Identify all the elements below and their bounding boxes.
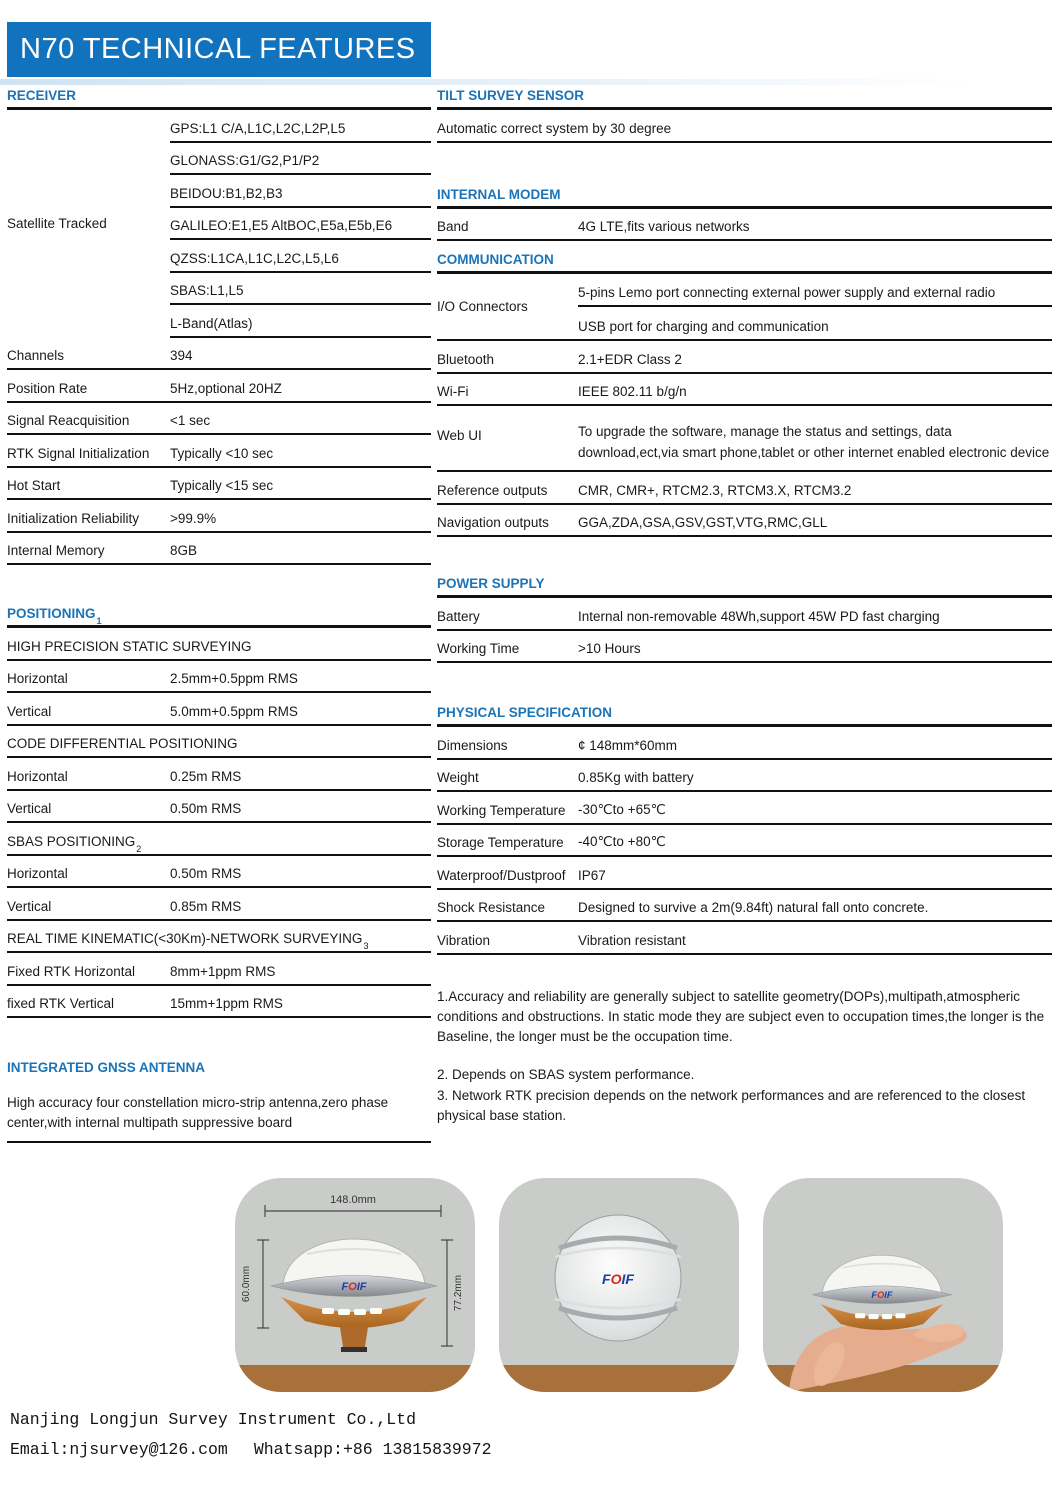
spec-row-value: 0.25m RMS bbox=[170, 768, 242, 784]
section-header bbox=[437, 694, 1052, 727]
spec-row-value: 15mm+1ppm RMS bbox=[170, 996, 283, 1011]
spec-row bbox=[7, 338, 431, 371]
section-header bbox=[437, 565, 1052, 598]
spec-subheader: SBAS POSITIONING 2 bbox=[7, 823, 431, 856]
spec-group-values bbox=[578, 274, 1052, 339]
spec-row-value: IP67 bbox=[578, 867, 606, 883]
spec-row bbox=[437, 374, 1052, 407]
spec-row-value: >99.9% bbox=[170, 510, 217, 526]
spacer bbox=[7, 1079, 431, 1093]
spec-row-value: 0.85m RMS bbox=[170, 898, 242, 914]
spec-subheader-label: CODE DIFFERENTIAL POSITIONING bbox=[7, 736, 238, 751]
spec-row bbox=[437, 760, 1052, 793]
spec-row-label: Vertical bbox=[7, 801, 52, 816]
spec-row-label: Dimensions bbox=[437, 737, 508, 753]
spec-row bbox=[437, 209, 1052, 242]
spec-group-label: Satellite Tracked bbox=[7, 216, 107, 232]
dimension-label-height-right: 77.2mm bbox=[453, 1274, 464, 1312]
spec-row bbox=[7, 986, 431, 1019]
spec-row-label: Hot Start bbox=[7, 478, 61, 493]
section-title: RECEIVER bbox=[7, 88, 77, 103]
spacer bbox=[437, 663, 1052, 694]
spec-row-label: Internal Memory bbox=[7, 543, 105, 558]
spacer bbox=[437, 537, 1052, 565]
section-title: TILT SURVEY SENSOR bbox=[437, 88, 585, 103]
section-title: INTERNAL MODEM bbox=[437, 186, 561, 202]
spec-group-row: USB port for charging and communication bbox=[578, 319, 829, 334]
footer-contact bbox=[10, 1435, 491, 1465]
spec-subheader-label: HIGH PRECISION STATIC SURVEYING bbox=[7, 638, 252, 654]
spec-row-label: RTK Signal Initialization bbox=[7, 445, 150, 461]
section-header bbox=[437, 176, 1052, 209]
spacer bbox=[437, 955, 1052, 987]
spec-row bbox=[437, 857, 1052, 890]
page-title: N70 TECHNICAL FEATURES bbox=[7, 22, 431, 77]
spec-row-value: IEEE 802.11 b/g/n bbox=[578, 384, 687, 399]
spec-row-value: Typically <10 sec bbox=[170, 445, 274, 461]
device-top-view-illustration bbox=[499, 1178, 739, 1392]
product-image-hand-view bbox=[763, 1178, 1003, 1392]
spec-row-label: Navigation outputs bbox=[437, 515, 549, 530]
spec-subheader: REAL TIME KINEMATIC(<30Km)-NETWORK SURVEYING 3 bbox=[7, 921, 431, 954]
spec-row-label: Battery bbox=[437, 608, 480, 624]
spec-row bbox=[7, 856, 431, 889]
spec-group-label: I/O Connectors bbox=[437, 299, 528, 314]
foif-logo: FOIF bbox=[341, 1281, 367, 1293]
spec-row-value: 5Hz,optional 20HZ bbox=[170, 380, 282, 396]
spec-group-row: GALILEO:E1,E5 AltBOC,E5a,E5b,E6 bbox=[170, 208, 431, 241]
section-header bbox=[7, 77, 431, 110]
spec-row bbox=[437, 792, 1052, 825]
spec-row-value: CMR, CMR+, RTCM2.3, RTCM3.X, RTCM3.2 bbox=[578, 482, 852, 498]
spec-row-value: 0.50m RMS bbox=[170, 801, 242, 816]
spec-row-label: Signal Reacquisition bbox=[7, 413, 130, 428]
spec-group bbox=[437, 274, 1052, 341]
device-illustration bbox=[812, 1255, 951, 1330]
product-image-side-view bbox=[235, 1178, 475, 1392]
spec-group bbox=[7, 110, 431, 338]
spec-row-label: Fixed RTK Horizontal bbox=[7, 963, 136, 979]
spec-row-value: 4G LTE,fits various networks bbox=[578, 219, 750, 234]
spec-row-value: -40℃to +80℃ bbox=[578, 834, 666, 849]
spec-group-values bbox=[170, 110, 431, 338]
spec-row-label: Vibration bbox=[437, 932, 491, 948]
section-title: COMMUNICATION bbox=[437, 252, 554, 267]
spec-row-label: Automatic correct system by 30 degree bbox=[437, 120, 672, 136]
spec-group-row: GPS:L1 C/A,L1C,L2C,L2P,L5 bbox=[170, 110, 431, 143]
spec-row-label: Band bbox=[437, 219, 469, 234]
section-title: POSITIONING bbox=[7, 606, 96, 621]
spec-row-label: fixed RTK Vertical bbox=[7, 996, 115, 1011]
spec-row-label: Weight bbox=[437, 770, 479, 785]
spec-group-row: QZSS:L1CA,L1C,L2C,L5,L6 bbox=[170, 240, 431, 273]
spec-row-value: GGA,ZDA,GSA,GSV,GST,VTG,RMC,GLL bbox=[578, 515, 828, 530]
spec-row-value: 2.5mm+0.5ppm RMS bbox=[170, 671, 298, 686]
product-images-row bbox=[235, 1178, 1003, 1392]
spec-row-label: Web UI bbox=[437, 428, 482, 443]
device-illustration bbox=[271, 1239, 437, 1352]
spacer bbox=[437, 1047, 1052, 1065]
spec-row-value: Typically <15 sec bbox=[170, 478, 274, 493]
spec-group-row: GLONASS:G1/G2,P1/P2 bbox=[170, 143, 431, 176]
spec-row-value: 0.50m RMS bbox=[170, 866, 242, 881]
spec-row bbox=[437, 825, 1052, 858]
product-image-top-view bbox=[499, 1178, 739, 1392]
device-side-view-illustration bbox=[235, 1178, 475, 1392]
foif-logo: FOIF bbox=[602, 1271, 634, 1287]
note-paragraph: 3. Network RTK precision depends on the network performances and are referenced to the closest physical base station. bbox=[437, 1087, 1026, 1123]
note-paragraph: 2. Depends on SBAS system performance. bbox=[437, 1067, 695, 1083]
section-title: INTEGRATED GNSS ANTENNA bbox=[7, 1060, 206, 1075]
spec-row bbox=[7, 661, 431, 694]
spec-row-label: Position Rate bbox=[7, 380, 88, 396]
spec-row bbox=[7, 953, 431, 986]
section-header bbox=[7, 1046, 431, 1079]
dimension-label-height-left: 60.0mm bbox=[241, 1265, 252, 1303]
note-paragraph: High accuracy four constellation micro-strip antenna,zero phase center,with internal multipath suppressive board bbox=[7, 1093, 431, 1143]
spec-column-left bbox=[7, 77, 431, 1143]
spec-row-label: Vertical bbox=[7, 703, 52, 719]
section-header: POSITIONING 1 bbox=[7, 595, 431, 628]
spec-row bbox=[437, 598, 1052, 631]
spec-subheader bbox=[7, 726, 431, 759]
note-paragraph: 1.Accuracy and reliability are generally subject to satellite geometry(DOPs),multipath,atmospheric conditions and obstructions. In static mode they are subject even to occupation times,the longer is the Baseline, the longer must be the occupation time. bbox=[437, 988, 1045, 1044]
footer-whatsapp: Whatsapp:+86 13815839972 bbox=[253, 1439, 492, 1459]
spec-row-value: <1 sec bbox=[170, 413, 211, 428]
spec-row-label: Horizontal bbox=[7, 866, 68, 881]
spec-group-row: L-Band(Atlas) bbox=[170, 305, 431, 338]
spec-row-value: Designed to survive a 2m(9.84ft) natural fall onto concrete. bbox=[578, 900, 929, 915]
spec-group-row: 5-pins Lemo port connecting external power supply and external radio bbox=[578, 274, 1052, 307]
spec-row bbox=[7, 468, 431, 501]
spec-row bbox=[437, 890, 1052, 923]
spec-row bbox=[437, 472, 1052, 505]
spec-row-value: ¢ 148mm*60mm bbox=[578, 737, 678, 753]
spec-row bbox=[7, 435, 431, 468]
spec-row-label: Vertical bbox=[7, 898, 52, 914]
foif-logo: FOIF bbox=[871, 1290, 893, 1301]
spec-row-label: Horizontal bbox=[7, 671, 68, 686]
spacer bbox=[7, 565, 431, 595]
spec-group-row: BEIDOU:B1,B2,B3 bbox=[170, 175, 431, 208]
spec-column-right bbox=[437, 77, 1052, 1126]
spec-subheader-label: SBAS POSITIONING bbox=[7, 833, 136, 849]
spec-row bbox=[437, 341, 1052, 374]
spec-row-value: -30℃to +65℃ bbox=[578, 801, 666, 817]
spec-row-label: Working Temperature bbox=[437, 802, 566, 818]
spec-group-row: SBAS:L1,L5 bbox=[170, 273, 431, 306]
spec-row-value: >10 Hours bbox=[578, 641, 641, 656]
spec-row bbox=[437, 631, 1052, 664]
spec-row-value: 0.85Kg with battery bbox=[578, 770, 694, 785]
spec-row-label: Horizontal bbox=[7, 768, 68, 784]
spec-row-label: Working Time bbox=[437, 641, 520, 656]
spec-row-label: Initialization Reliability bbox=[7, 510, 140, 526]
footer bbox=[10, 1405, 491, 1464]
spec-row-label: Bluetooth bbox=[437, 351, 495, 367]
spec-row bbox=[7, 758, 431, 791]
spec-row bbox=[7, 403, 431, 436]
spec-row-value: 8mm+1ppm RMS bbox=[170, 963, 276, 979]
spec-row-value: 8GB bbox=[170, 543, 198, 558]
spacer bbox=[437, 143, 1052, 176]
spec-row bbox=[7, 693, 431, 726]
section-title: PHYSICAL SPECIFICATION bbox=[437, 705, 613, 720]
section-header bbox=[437, 77, 1052, 110]
spec-row bbox=[437, 406, 1052, 472]
spec-row bbox=[437, 922, 1052, 955]
section-header bbox=[437, 241, 1052, 274]
spec-subheader bbox=[7, 628, 431, 661]
spec-row-label: Waterproof/Dustproof bbox=[437, 867, 566, 883]
section-title: POWER SUPPLY bbox=[437, 576, 545, 591]
spec-row-value: To upgrade the software, manage the status and settings, data download,ect,via smart phone,tablet or other internet enabled electronic device bbox=[578, 424, 1050, 461]
spec-row bbox=[7, 533, 431, 566]
spec-row bbox=[7, 370, 431, 403]
device-in-hand-illustration bbox=[763, 1178, 1003, 1392]
spec-row-value: 394 bbox=[170, 348, 193, 363]
spec-row bbox=[7, 791, 431, 824]
spec-row bbox=[7, 888, 431, 921]
spec-row-label: Storage Temperature bbox=[437, 835, 564, 850]
footer-email: Email:njsurvey@126.com bbox=[10, 1439, 228, 1459]
spec-row-label: Reference outputs bbox=[437, 482, 548, 498]
spec-row-label: Channels bbox=[7, 348, 65, 363]
spec-row bbox=[437, 505, 1052, 538]
spec-row-value: 5.0mm+0.5ppm RMS bbox=[170, 703, 298, 719]
spec-subheader-label: REAL TIME KINEMATIC(<30Km)-NETWORK SURVEYING bbox=[7, 931, 363, 946]
spec-row-label: Wi-Fi bbox=[437, 384, 469, 399]
spec-row bbox=[437, 727, 1052, 760]
spacer bbox=[7, 1018, 431, 1046]
spec-row-value: 2.1+EDR Class 2 bbox=[578, 351, 682, 367]
spec-row-value: Vibration resistant bbox=[578, 932, 686, 948]
footer-company: Nanjing Longjun Survey Instrument Co.,Ltd bbox=[10, 1410, 416, 1429]
spec-row bbox=[437, 110, 1052, 143]
dimension-label-width: 148.0mm bbox=[330, 1194, 376, 1206]
spec-row-value: Internal non-removable 48Wh,support 45W PD fast charging bbox=[578, 608, 940, 624]
spec-row bbox=[7, 500, 431, 533]
spec-row-label: Shock Resistance bbox=[437, 900, 546, 915]
